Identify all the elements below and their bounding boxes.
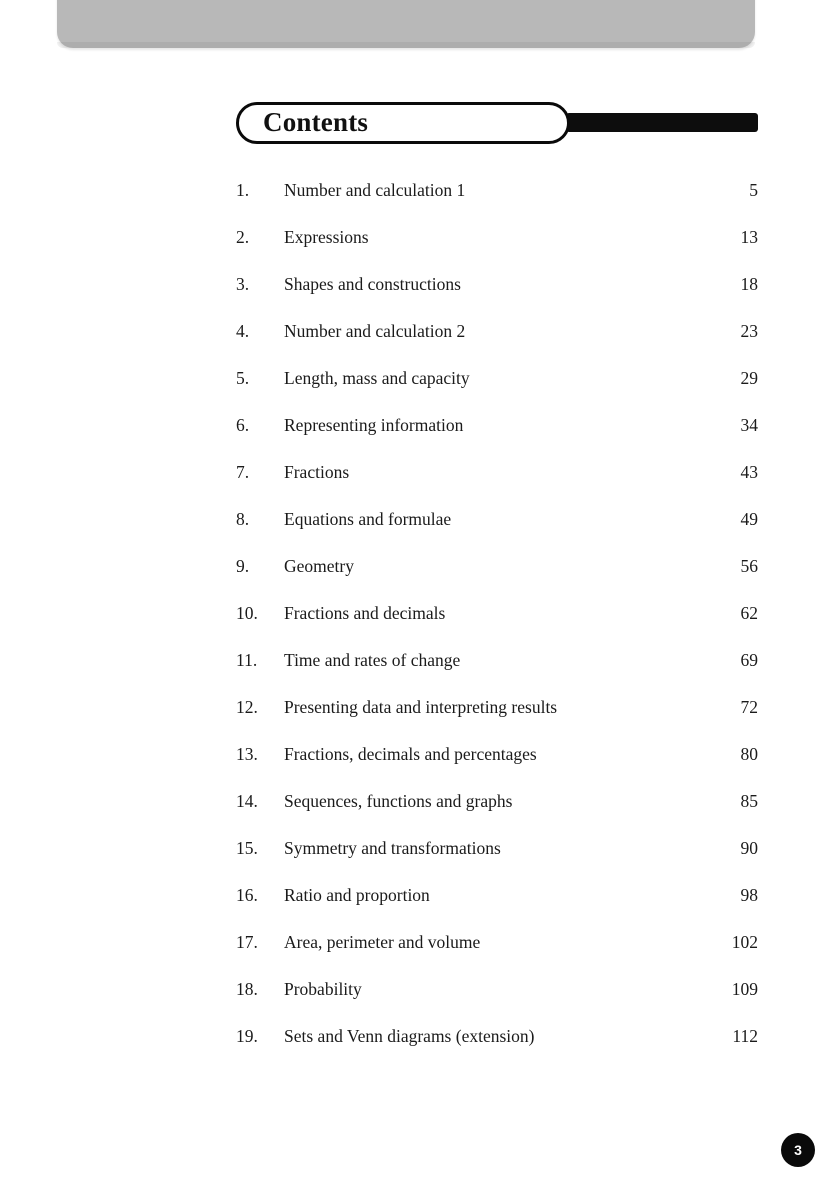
- toc-entry[interactable]: [236, 603, 758, 650]
- toc-entry[interactable]: [236, 979, 758, 1026]
- table-of-contents: [236, 180, 758, 1073]
- toc-entry-title: Fractions: [284, 462, 350, 482]
- toc-entry-page: 34: [740, 415, 758, 435]
- toc-entry[interactable]: [236, 932, 758, 979]
- toc-entry-number: 15.: [236, 838, 258, 858]
- toc-entry-title: Representing information: [284, 415, 464, 435]
- toc-entry-title: Geometry: [284, 556, 354, 576]
- toc-entry[interactable]: [236, 838, 758, 885]
- toc-entry-title: Number and calculation 2: [284, 321, 466, 341]
- toc-entry-page: 62: [740, 603, 758, 623]
- toc-entry[interactable]: [236, 180, 758, 227]
- toc-entry-number: 18.: [236, 979, 258, 999]
- page-number-badge: 3: [781, 1133, 815, 1167]
- toc-entry[interactable]: [236, 368, 758, 415]
- toc-entry-number: 4.: [236, 321, 250, 341]
- toc-entry[interactable]: [236, 509, 758, 556]
- toc-entry-page: 98: [740, 885, 758, 905]
- toc-entry-title: Time and rates of change: [284, 650, 461, 670]
- toc-entry-number: 7.: [236, 462, 250, 482]
- toc-entry[interactable]: [236, 1026, 758, 1073]
- toc-entry-number: 6.: [236, 415, 250, 435]
- toc-entry-page: 29: [740, 368, 758, 388]
- toc-entry-number: 12.: [236, 697, 258, 717]
- toc-entry-title: Expressions: [284, 227, 369, 247]
- toc-entry-page: 112: [732, 1026, 758, 1046]
- toc-entry[interactable]: [236, 791, 758, 838]
- toc-entry-title: Fractions, decimals and percentages: [284, 744, 537, 764]
- toc-entry-number: 19.: [236, 1026, 258, 1046]
- toc-entry-title: Shapes and constructions: [284, 274, 461, 294]
- toc-entry-title: Equations and formulae: [284, 509, 452, 529]
- toc-entry-title: Symmetry and transformations: [284, 838, 501, 858]
- toc-entry-page: 49: [740, 509, 758, 529]
- toc-entry[interactable]: [236, 885, 758, 932]
- toc-entry-title: Probability: [284, 979, 362, 999]
- toc-entry-number: 14.: [236, 791, 258, 811]
- toc-entry-number: 13.: [236, 744, 258, 764]
- toc-entry-page: 72: [740, 697, 758, 717]
- toc-entry-title: Sets and Venn diagrams (extension): [284, 1026, 535, 1046]
- toc-entry-number: 5.: [236, 368, 250, 388]
- toc-entry-title: Length, mass and capacity: [284, 368, 470, 388]
- toc-entry-number: 16.: [236, 885, 258, 905]
- toc-entry-page: 90: [740, 838, 758, 858]
- toc-entry-title: Presenting data and interpreting results: [284, 697, 558, 717]
- toc-entry[interactable]: [236, 321, 758, 368]
- toc-entry-page: 56: [740, 556, 758, 576]
- toc-entry[interactable]: [236, 462, 758, 509]
- toc-entry-page: 109: [731, 979, 758, 999]
- toc-entry[interactable]: [236, 650, 758, 697]
- toc-entry[interactable]: [236, 556, 758, 603]
- toc-entry[interactable]: [236, 415, 758, 462]
- toc-entry-page: 80: [740, 744, 758, 764]
- toc-entry-page: 23: [740, 321, 758, 341]
- contents-heading: [236, 102, 758, 146]
- toc-entry[interactable]: [236, 744, 758, 791]
- toc-entry-page: 5: [749, 180, 758, 200]
- toc-entry-page: 85: [740, 791, 758, 811]
- toc-entry-number: 2.: [236, 227, 250, 247]
- toc-entry-number: 11.: [236, 650, 258, 670]
- toc-entry-title: Area, perimeter and volume: [284, 932, 481, 952]
- toc-entry-page: 102: [731, 932, 758, 952]
- page-title: Contents: [263, 106, 369, 137]
- top-decorative-band: [57, 0, 755, 48]
- toc-entry-title: Ratio and proportion: [284, 885, 430, 905]
- toc-entry-page: 69: [740, 650, 758, 670]
- toc-entry-number: 8.: [236, 509, 250, 529]
- toc-entry-number: 3.: [236, 274, 250, 294]
- toc-entry-title: Fractions and decimals: [284, 603, 446, 623]
- toc-entry[interactable]: [236, 274, 758, 321]
- heading-pill-box: [236, 102, 570, 144]
- toc-entry-number: 9.: [236, 556, 250, 576]
- toc-entry[interactable]: [236, 227, 758, 274]
- toc-entry-title: Sequences, functions and graphs: [284, 791, 513, 811]
- toc-entry-page: 43: [740, 462, 758, 482]
- toc-entry-number: 1.: [236, 180, 250, 200]
- toc-entry-page: 13: [740, 227, 758, 247]
- toc-entry[interactable]: [236, 697, 758, 744]
- toc-entry-number: 17.: [236, 932, 258, 952]
- heading-rule-bar: [566, 113, 758, 132]
- toc-entry-number: 10.: [236, 603, 258, 623]
- toc-entry-page: 18: [740, 274, 758, 294]
- toc-entry-title: Number and calculation 1: [284, 180, 466, 200]
